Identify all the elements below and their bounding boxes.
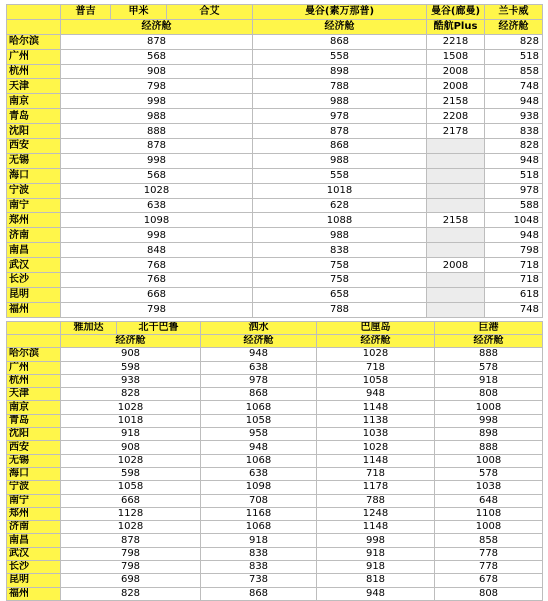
cabin-header: 经济舱 — [435, 335, 543, 348]
dest-header: 甲米 — [111, 5, 167, 20]
fare-cell: 878 — [61, 139, 253, 154]
fare-cell: 1028 — [61, 521, 201, 534]
fare-cell: 948 — [201, 348, 317, 361]
origin-city: 济南 — [7, 228, 61, 243]
origin-city: 昆明 — [7, 287, 61, 302]
origin-city: 海口 — [7, 168, 61, 183]
origin-city: 南京 — [7, 94, 61, 109]
origin-city: 福州 — [7, 302, 61, 317]
fare-cell: 858 — [435, 534, 543, 547]
origin-city: 南宁 — [7, 494, 61, 507]
origin-city: 杭州 — [7, 374, 61, 387]
origin-city: 哈尔滨 — [7, 348, 61, 361]
fare-cell: 988 — [253, 94, 427, 109]
fare-cell: 838 — [253, 243, 427, 258]
fare-cell: 1058 — [317, 374, 435, 387]
fare-cell — [427, 243, 485, 258]
origin-city: 沈阳 — [7, 428, 61, 441]
fare-tables — [6, 4, 542, 601]
fare-cell: 2008 — [427, 258, 485, 273]
fare-cell: 1028 — [317, 348, 435, 361]
fare-cell: 918 — [61, 428, 201, 441]
fare-cell: 938 — [61, 374, 201, 387]
table-row — [7, 467, 543, 480]
fare-cell: 948 — [485, 94, 543, 109]
table-row — [7, 64, 543, 79]
fare-cell: 1028 — [61, 183, 253, 198]
fare-cell — [427, 168, 485, 183]
fare-cell — [427, 287, 485, 302]
fare-cell: 1048 — [485, 213, 543, 228]
table-row — [7, 401, 543, 414]
origin-city: 青岛 — [7, 109, 61, 124]
dest-header: 合艾 — [167, 5, 253, 20]
table-row — [7, 287, 543, 302]
fare-cell: 518 — [485, 49, 543, 64]
origin-city: 无锡 — [7, 153, 61, 168]
table-row — [7, 388, 543, 401]
fare-cell: 618 — [485, 287, 543, 302]
fare-cell: 2158 — [427, 213, 485, 228]
fare-cell: 748 — [485, 79, 543, 94]
fare-cell: 748 — [485, 302, 543, 317]
fare-cell: 918 — [435, 374, 543, 387]
table-row — [7, 79, 543, 94]
fare-cell: 988 — [253, 228, 427, 243]
cabin-header: 经济舱 — [317, 335, 435, 348]
fare-cell: 678 — [435, 574, 543, 587]
fare-cell: 1028 — [61, 401, 201, 414]
fare-cell: 1148 — [317, 521, 435, 534]
table-row — [7, 34, 543, 49]
fare-cell: 1038 — [317, 428, 435, 441]
cabin-header-row — [7, 335, 543, 348]
fare-cell: 778 — [435, 547, 543, 560]
fare-cell: 518 — [485, 168, 543, 183]
fare-cell: 628 — [253, 198, 427, 213]
fare-cell: 998 — [435, 414, 543, 427]
corner-cell — [7, 5, 61, 20]
fare-cell: 668 — [61, 494, 201, 507]
table-row — [7, 94, 543, 109]
fare-cell: 888 — [435, 441, 543, 454]
fare-cell: 1178 — [317, 481, 435, 494]
fare-cell: 1068 — [201, 521, 317, 534]
origin-city: 海口 — [7, 467, 61, 480]
table-row — [7, 168, 543, 183]
origin-city: 杭州 — [7, 64, 61, 79]
fare-cell: 1168 — [201, 507, 317, 520]
corner-cell — [7, 19, 61, 34]
origin-city: 昆明 — [7, 574, 61, 587]
origin-city: 哈尔滨 — [7, 34, 61, 49]
fare-cell: 568 — [61, 168, 253, 183]
fare-cell: 868 — [253, 34, 427, 49]
fare-cell — [427, 198, 485, 213]
dest-header: 普吉 — [61, 5, 111, 20]
cabin-header: 经济舱 — [485, 19, 543, 34]
origin-city: 南昌 — [7, 243, 61, 258]
cabin-header-row — [7, 19, 543, 34]
fare-cell: 918 — [201, 534, 317, 547]
origin-city: 长沙 — [7, 561, 61, 574]
fare-cell: 598 — [61, 467, 201, 480]
table-row — [7, 348, 543, 361]
fare-cell: 1068 — [201, 401, 317, 414]
destination-header-row — [7, 5, 543, 20]
fare-cell: 958 — [201, 428, 317, 441]
fare-cell: 868 — [201, 388, 317, 401]
fare-cell: 638 — [201, 361, 317, 374]
fare-cell: 1028 — [317, 441, 435, 454]
dest-header: 北干巴鲁 — [117, 321, 201, 334]
fare-cell: 1028 — [61, 454, 201, 467]
fare-cell: 828 — [61, 587, 201, 600]
fare-cell: 1008 — [435, 401, 543, 414]
fare-cell: 808 — [435, 587, 543, 600]
fare-cell — [427, 273, 485, 288]
fare-cell: 988 — [253, 153, 427, 168]
dest-header: 泗水 — [201, 321, 317, 334]
dest-header: 巴厘岛 — [317, 321, 435, 334]
fare-cell: 2158 — [427, 94, 485, 109]
fare-cell: 918 — [317, 561, 435, 574]
fare-cell: 638 — [61, 198, 253, 213]
table-row — [7, 302, 543, 317]
fare-cell: 1148 — [317, 454, 435, 467]
fare-cell: 828 — [485, 34, 543, 49]
fare-cell: 648 — [435, 494, 543, 507]
fare-cell: 858 — [485, 64, 543, 79]
fare-cell: 788 — [317, 494, 435, 507]
dest-header: 曼谷(廊曼) — [427, 5, 485, 20]
fare-cell: 898 — [253, 64, 427, 79]
fare-cell: 998 — [61, 94, 253, 109]
fare-cell: 948 — [485, 153, 543, 168]
cabin-header: 经济舱 — [201, 335, 317, 348]
fare-cell: 828 — [485, 139, 543, 154]
fare-cell: 1098 — [61, 213, 253, 228]
fare-cell: 908 — [61, 441, 201, 454]
table-row — [7, 273, 543, 288]
fare-cell: 798 — [61, 79, 253, 94]
origin-city: 长沙 — [7, 273, 61, 288]
origin-city: 武汉 — [7, 258, 61, 273]
fare-cell: 718 — [317, 467, 435, 480]
fare-cell: 638 — [201, 467, 317, 480]
table-row — [7, 153, 543, 168]
table-row — [7, 561, 543, 574]
fare-cell — [427, 139, 485, 154]
fare-cell: 558 — [253, 49, 427, 64]
dest-header: 雅加达 — [61, 321, 117, 334]
origin-city: 郑州 — [7, 507, 61, 520]
fare-cell: 788 — [253, 302, 427, 317]
fare-cell: 888 — [435, 348, 543, 361]
fare-cell: 1068 — [201, 454, 317, 467]
origin-city: 广州 — [7, 49, 61, 64]
fare-cell: 888 — [61, 124, 253, 139]
fare-cell: 978 — [201, 374, 317, 387]
origin-city: 武汉 — [7, 547, 61, 560]
fare-cell: 768 — [61, 273, 253, 288]
table-row — [7, 547, 543, 560]
fare-cell — [427, 183, 485, 198]
fare-cell: 868 — [253, 139, 427, 154]
fare-cell: 878 — [61, 534, 201, 547]
table-row — [7, 198, 543, 213]
fare-cell: 578 — [435, 467, 543, 480]
fare-cell: 868 — [201, 587, 317, 600]
fare-cell: 798 — [61, 302, 253, 317]
fare-cell: 878 — [61, 34, 253, 49]
fare-cell: 1018 — [253, 183, 427, 198]
fare-cell: 668 — [61, 287, 253, 302]
fare-cell: 738 — [201, 574, 317, 587]
fare-cell: 1108 — [435, 507, 543, 520]
fare-cell: 1058 — [61, 481, 201, 494]
origin-city: 沈阳 — [7, 124, 61, 139]
fare-cell: 998 — [61, 153, 253, 168]
table-row — [7, 454, 543, 467]
fare-cell: 788 — [253, 79, 427, 94]
table-row — [7, 361, 543, 374]
fare-table-indonesia — [6, 321, 543, 601]
fare-cell: 658 — [253, 287, 427, 302]
origin-city: 宁波 — [7, 481, 61, 494]
fare-cell: 718 — [317, 361, 435, 374]
fare-cell: 948 — [485, 228, 543, 243]
fare-cell: 558 — [253, 168, 427, 183]
fare-cell: 828 — [61, 388, 201, 401]
origin-city: 南昌 — [7, 534, 61, 547]
destination-header-row — [7, 321, 543, 334]
fare-cell: 918 — [317, 547, 435, 560]
fare-table-thailand-malaysia — [6, 4, 543, 318]
fare-cell: 2218 — [427, 34, 485, 49]
corner-cell — [7, 335, 61, 348]
table-row — [7, 414, 543, 427]
fare-cell: 1088 — [253, 213, 427, 228]
table-row — [7, 574, 543, 587]
fare-cell: 568 — [61, 49, 253, 64]
origin-city: 福州 — [7, 587, 61, 600]
fare-cell: 998 — [61, 228, 253, 243]
fare-cell: 768 — [61, 258, 253, 273]
table-row — [7, 183, 543, 198]
table-row — [7, 109, 543, 124]
fare-cell: 2008 — [427, 79, 485, 94]
fare-cell: 1008 — [435, 454, 543, 467]
fare-cell: 1038 — [435, 481, 543, 494]
table-row — [7, 374, 543, 387]
cabin-header: 经济舱 — [253, 19, 427, 34]
fare-cell — [427, 153, 485, 168]
fare-cell: 1128 — [61, 507, 201, 520]
origin-city: 宁波 — [7, 183, 61, 198]
fare-cell: 908 — [61, 64, 253, 79]
origin-city: 西安 — [7, 441, 61, 454]
fare-cell: 998 — [317, 534, 435, 547]
fare-cell: 1098 — [201, 481, 317, 494]
origin-city: 广州 — [7, 361, 61, 374]
fare-cell: 948 — [317, 587, 435, 600]
origin-city: 济南 — [7, 521, 61, 534]
origin-city: 天津 — [7, 388, 61, 401]
table-row — [7, 258, 543, 273]
fare-cell: 758 — [253, 273, 427, 288]
table-row — [7, 49, 543, 64]
table-row — [7, 481, 543, 494]
fare-cell: 2008 — [427, 64, 485, 79]
dest-header: 兰卡威 — [485, 5, 543, 20]
origin-city: 南宁 — [7, 198, 61, 213]
dest-header: 曼谷(素万那普) — [253, 5, 427, 20]
fare-cell: 898 — [435, 428, 543, 441]
table-row — [7, 213, 543, 228]
table-row — [7, 534, 543, 547]
table-row — [7, 243, 543, 258]
table-row — [7, 494, 543, 507]
fare-cell: 598 — [61, 361, 201, 374]
dest-header: 巨港 — [435, 321, 543, 334]
fare-cell: 908 — [61, 348, 201, 361]
corner-cell — [7, 321, 61, 334]
cabin-header: 经济舱 — [61, 19, 253, 34]
cabin-header: 经济舱 — [61, 335, 201, 348]
origin-city: 青岛 — [7, 414, 61, 427]
fare-cell: 838 — [201, 547, 317, 560]
fare-cell: 1508 — [427, 49, 485, 64]
fare-cell — [427, 228, 485, 243]
fare-cell: 978 — [485, 183, 543, 198]
fare-cell: 978 — [253, 109, 427, 124]
fare-cell: 798 — [485, 243, 543, 258]
fare-cell: 948 — [201, 441, 317, 454]
fare-cell: 948 — [317, 388, 435, 401]
fare-cell: 1008 — [435, 521, 543, 534]
fare-cell: 758 — [253, 258, 427, 273]
fare-cell: 578 — [435, 361, 543, 374]
fare-cell: 1138 — [317, 414, 435, 427]
origin-city: 无锡 — [7, 454, 61, 467]
fare-cell: 1018 — [61, 414, 201, 427]
fare-cell: 778 — [435, 561, 543, 574]
fare-cell: 838 — [201, 561, 317, 574]
table-row — [7, 507, 543, 520]
table-row — [7, 441, 543, 454]
fare-cell: 938 — [485, 109, 543, 124]
fare-cell: 2208 — [427, 109, 485, 124]
fare-cell: 838 — [485, 124, 543, 139]
origin-city: 南京 — [7, 401, 61, 414]
fare-cell — [427, 302, 485, 317]
fare-cell: 698 — [61, 574, 201, 587]
fare-cell: 2178 — [427, 124, 485, 139]
fare-cell: 848 — [61, 243, 253, 258]
origin-city: 郑州 — [7, 213, 61, 228]
fare-cell: 878 — [253, 124, 427, 139]
fare-cell: 718 — [485, 258, 543, 273]
fare-cell: 798 — [61, 547, 201, 560]
table-row — [7, 139, 543, 154]
fare-cell: 708 — [201, 494, 317, 507]
fare-cell: 808 — [435, 388, 543, 401]
fare-cell: 988 — [61, 109, 253, 124]
table-row — [7, 228, 543, 243]
fare-cell: 1058 — [201, 414, 317, 427]
origin-city: 西安 — [7, 139, 61, 154]
cabin-header: 酷航Plus — [427, 19, 485, 34]
fare-cell: 1148 — [317, 401, 435, 414]
origin-city: 天津 — [7, 79, 61, 94]
fare-cell: 1248 — [317, 507, 435, 520]
fare-cell: 718 — [485, 273, 543, 288]
table-row — [7, 587, 543, 600]
table-row — [7, 428, 543, 441]
fare-cell: 818 — [317, 574, 435, 587]
fare-cell: 588 — [485, 198, 543, 213]
table-row — [7, 124, 543, 139]
table-row — [7, 521, 543, 534]
fare-cell: 798 — [61, 561, 201, 574]
